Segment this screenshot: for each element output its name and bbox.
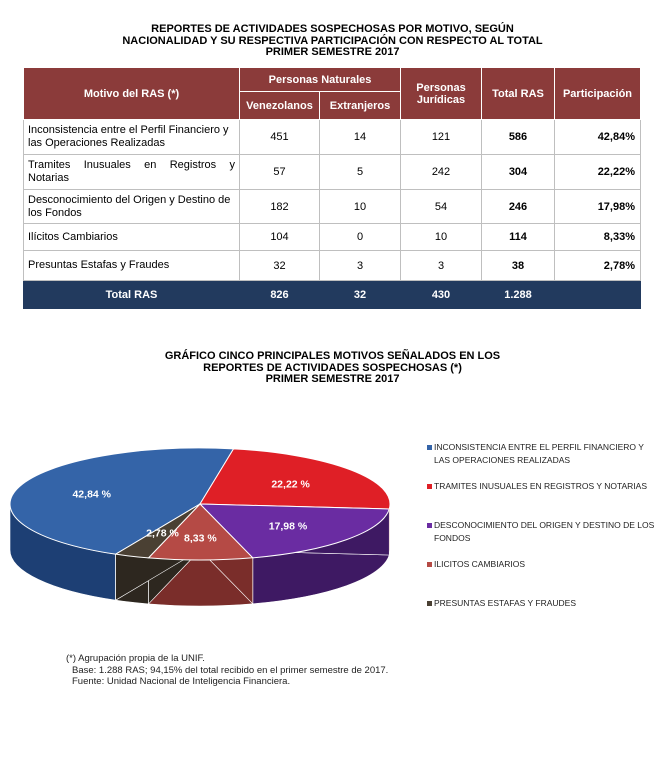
- table-row: [24, 224, 641, 251]
- chart-title-line: REPORTES DE ACTIVIDADES SOSPECHOSAS (*): [203, 361, 462, 374]
- cell-extranjeros: 14: [320, 120, 401, 155]
- cell-total: 38: [482, 251, 555, 281]
- cell-participacion: 8,33%: [555, 224, 641, 251]
- pie-chart: [0, 420, 410, 640]
- table-title-line: NACIONALIDAD Y SU RESPECTIVA PARTICIPACIÓN CON RESPECTO AL TOTAL: [122, 34, 543, 47]
- cell-venezolanos: 104: [240, 224, 320, 251]
- cell-motivo: Desconocimiento del Origen y Destino de los Fondos: [24, 190, 240, 224]
- cell-venezolanos: 182: [240, 190, 320, 224]
- table-row: [24, 155, 641, 190]
- table-row: [24, 190, 641, 224]
- legend-swatch: [427, 523, 432, 528]
- cell-total: 114: [482, 224, 555, 251]
- cell-venezolanos: 32: [240, 251, 320, 281]
- footnote-fuente: Fuente: Unidad Nacional de Inteligencia Financiera.: [72, 676, 291, 687]
- legend-swatch: [427, 445, 432, 450]
- legend-item: [427, 597, 657, 610]
- cell-juridicas: 3: [401, 251, 482, 281]
- cell-total: 304: [482, 155, 555, 190]
- legend-item: [427, 441, 657, 467]
- footnotes: [66, 653, 388, 688]
- total-label: Total RAS: [24, 281, 240, 309]
- chart-title-line: PRIMER SEMESTRE 2017: [265, 373, 400, 385]
- cell-juridicas: 121: [401, 120, 482, 155]
- total-participacion: [555, 281, 641, 309]
- legend-label: ILICITOS CAMBIARIOS: [434, 559, 526, 569]
- chart-title-line: GRÁFICO CINCO PRINCIPALES MOTIVOS SEÑALADOS EN LOS: [164, 350, 501, 362]
- header-participacion: Participación: [555, 68, 641, 120]
- header-personas-juridicas: Personas Jurídicas: [401, 68, 482, 120]
- table-title-line: REPORTES DE ACTIVIDADES SOSPECHOSAS POR MOTIVO, SEGÚN: [151, 23, 514, 35]
- header-extranjeros: Extranjeros: [320, 92, 401, 120]
- legend-item: [427, 519, 657, 545]
- legend-label: TRAMITES INUSUALES EN REGISTROS Y NOTARIAS: [434, 481, 648, 491]
- legend-item: [427, 558, 657, 571]
- total-venezolanos: 826: [240, 281, 320, 309]
- legend-item: [427, 480, 657, 493]
- cell-motivo: Ilícitos Cambiarios: [24, 224, 240, 251]
- footnote-base: Base: 1.288 RAS; 94,15% del total recibido en el primer semestre de 2017.: [72, 664, 389, 676]
- cell-participacion: 2,78%: [555, 251, 641, 281]
- pie-data-label: 22,22 %: [271, 478, 310, 491]
- cell-extranjeros: 0: [320, 224, 401, 251]
- table-row: [24, 251, 641, 281]
- header-venezolanos: Venezolanos: [240, 92, 320, 120]
- legend-label: PRESUNTAS ESTAFAS Y FRAUDES: [434, 598, 577, 608]
- cell-juridicas: 242: [401, 155, 482, 190]
- cell-motivo: Inconsistencia entre el Perfil Financiero y las Operaciones Realizadas: [24, 120, 240, 155]
- cell-extranjeros: 10: [320, 190, 401, 224]
- pie-data-label: 2,78 %: [146, 527, 179, 540]
- total-extranjeros: 32: [320, 281, 401, 309]
- table-row: [24, 120, 641, 155]
- cell-motivo: Tramites Inusuales en Registros y Notarias: [24, 155, 240, 190]
- table-title-line: PRIMER SEMESTRE 2017: [265, 46, 400, 58]
- table-title: [0, 24, 665, 59]
- cell-venezolanos: 57: [240, 155, 320, 190]
- pie-data-label: 42,84 %: [72, 488, 112, 501]
- ras-table: [23, 67, 641, 309]
- total-juridicas: 430: [401, 281, 482, 309]
- chart-title: [0, 351, 665, 386]
- pie-data-label: 17,98 %: [268, 520, 308, 533]
- legend-swatch: [427, 562, 432, 567]
- legend-swatch: [427, 484, 432, 489]
- header-personas-naturales: Personas Naturales: [240, 68, 401, 92]
- cell-extranjeros: 5: [320, 155, 401, 190]
- total-total: 1.288: [482, 281, 555, 309]
- cell-participacion: 17,98%: [555, 190, 641, 224]
- cell-participacion: 42,84%: [555, 120, 641, 155]
- total-row: [24, 281, 641, 309]
- legend-label: DESCONOCIMIENTO DEL ORIGEN Y DESTINO DE LOS FONDOS: [434, 520, 655, 543]
- cell-extranjeros: 3: [320, 251, 401, 281]
- legend-swatch: [427, 601, 432, 606]
- cell-motivo: Presuntas Estafas y Fraudes: [24, 251, 240, 281]
- cell-venezolanos: 451: [240, 120, 320, 155]
- cell-juridicas: 10: [401, 224, 482, 251]
- cell-total: 246: [482, 190, 555, 224]
- header-total-ras: Total RAS: [482, 68, 555, 120]
- header-motivo: Motivo del RAS (*): [24, 68, 240, 120]
- cell-total: 586: [482, 120, 555, 155]
- legend-label: INCONSISTENCIA ENTRE EL PERFIL FINANCIERO Y LAS OPERACIONES REALIZADAS: [434, 442, 644, 465]
- cell-juridicas: 54: [401, 190, 482, 224]
- pie-data-label: 8,33 %: [184, 532, 217, 545]
- cell-participacion: 22,22%: [555, 155, 641, 190]
- footnote-agrupacion: (*) Agrupación propia de la UNIF.: [66, 653, 205, 664]
